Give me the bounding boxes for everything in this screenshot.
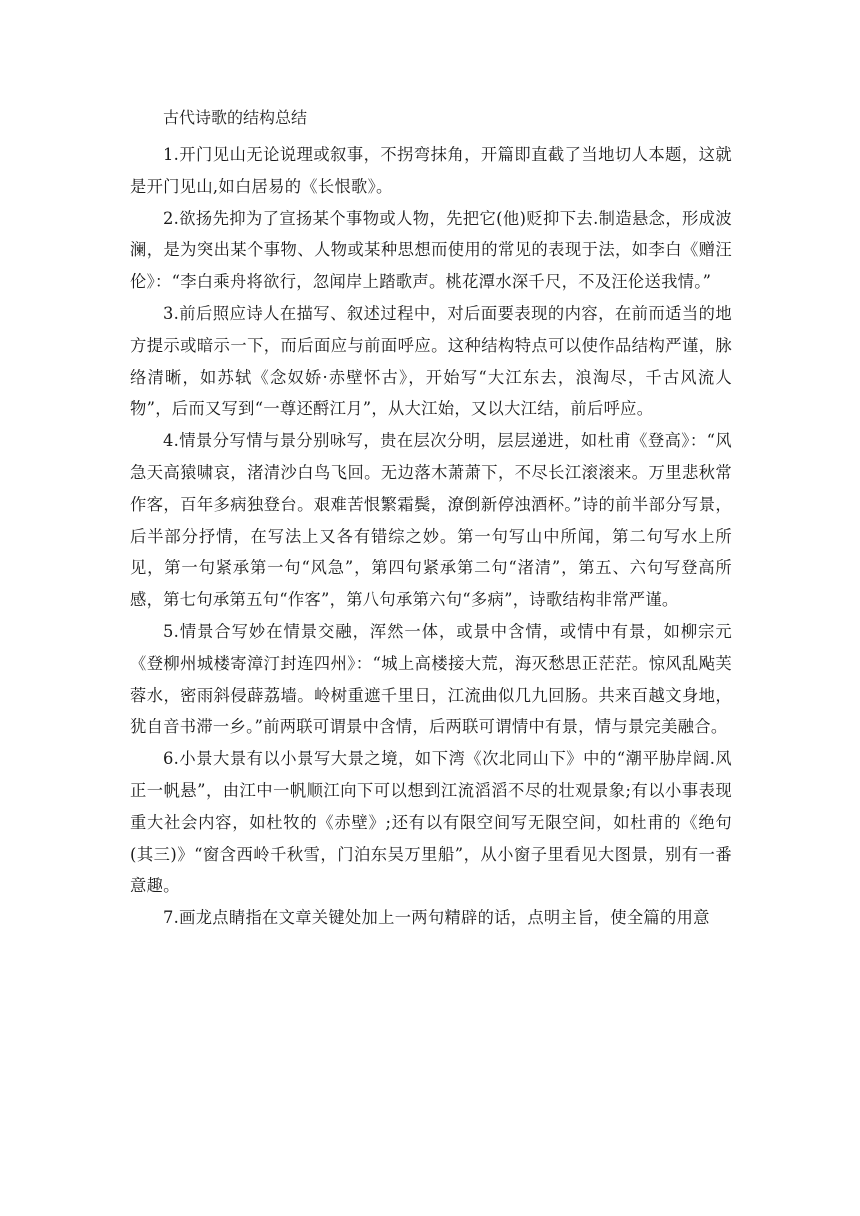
paragraph-small-large-scene: 6.小景大景有以小景写大景之境，如下湾《次北同山下》中的“潮平胁岸阔.风正一帆悬”，由江中一帆顺江向下可以想到江流滔滔不尽的壮观景象;有以小事表现重大社会内容，如杜牧的《赤壁》;还有以有限空间写无限空间，如杜甫的《绝句(其三)》“窗含西岭千秋雪，门泊东吴万里船”，从小窗子里看见大图景，别有一番意趣。: [130, 749, 732, 896]
paragraph-opening-directly: 1.开门见山无论说理或叙事，不拐弯抹角，开篇即直截了当地切人本题，这就是开门见山,如白居易的《长恨歌》。: [130, 145, 732, 196]
document-page: [130, 106, 732, 934]
paragraph-suppress-before-praise: 2.欲扬先抑为了宣扬某个事物或人物，先把它(他)贬抑下去.制造悬念，形成波澜，是为突出某个事物、人物或某种思想而使用的常见的表现于法，如李白《赠汪伦》：“李白乘舟将欲行，忽闻岸上踏歌声。桃花潭水深千尺，不及汪伦送我情。”: [130, 208, 732, 292]
paragraph-finishing-touch: 7.画龙点睛指在文章关键处加上一两句精辟的话，点明主旨，使全篇的用意: [163, 908, 710, 928]
paragraph-scene-emotion-separate: 4.情景分写情与景分别咏写，贵在层次分明，层层递进，如杜甫《登高》：“风急天高猿啸哀，渚清沙白鸟飞回。无边落木萧萧下，不尽长江滚滚来。万里悲秋常作客，百年多病独登台。艰难苦恨繁霜鬓，潦倒新停浊酒杯。”诗的前半部分写景，后半部分抒情，在写法上又各有错综之妙。第一句写山中所闻，第二句写水上所见，第一句紧承第一句“风急”，第四句紧承第二句“渚清”，第五、六句写登高所感，第七句承第五句“作客”，第八句承第六句“多病”，诗歌结构非常严谨。: [130, 431, 732, 610]
paragraph-scene-emotion-combined: 5.情景合写妙在情景交融，浑然一体，或景中含情，或情中有景，如柳宗元《登柳州城楼寄漳汀封连四州》：“城上高楼接大荒，海灭愁思正茫茫。惊风乱飐芙蓉水，密雨斜侵薜荔墙。岭树重遮千里日，江流曲似几九回肠。共来百越文身地，犹自音书滞一乡。”前两联可谓景中含情，后两联可谓情中有景，情与景完美融合。: [130, 621, 732, 737]
document-title: 古代诗歌的结构总结: [163, 108, 308, 127]
paragraph-echo-before-after: 3.前后照应诗人在描写、叙述过程中，对后面要表现的内容，在前而适当的地方提示或暗示一下，而后面应与前面呼应。这种结构特点可以使作品结构严谨，脉络清晰，如苏轼《念奴娇·赤壁怀古》，开始写“大江东去，浪淘尽，千古风流人物”，后而又写到“一尊还酹江月”，从大江始，又以大江结，前后呼应。: [130, 303, 732, 419]
